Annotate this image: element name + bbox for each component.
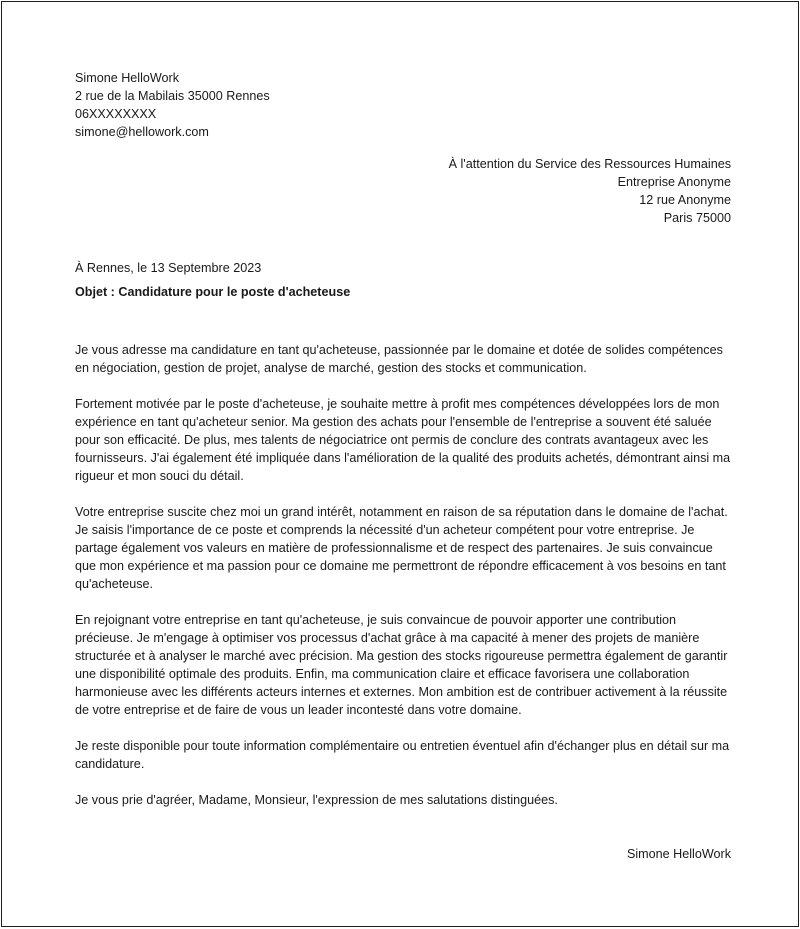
letter-page	[1, 1, 799, 927]
date-line: À Rennes, le 13 Septembre 2023	[75, 261, 262, 275]
sender-email: simone@hellowork.com	[75, 125, 209, 139]
recipient-attention: À l'attention du Service des Ressources Humaines	[448, 157, 731, 171]
recipient-street: 12 rue Anonyme	[639, 193, 731, 207]
subject-line: Objet : Candidature pour le poste d'acheteuse	[75, 285, 351, 299]
sender-address: 2 rue de la Mabilais 35000 Rennes	[75, 89, 270, 103]
body-paragraph: Votre entreprise suscite chez moi un grand intérêt, notamment en raison de sa réputation dans le domaine de l'achat. Je saisis l'importance de ce poste et comprends la nécessité d'un acheteur compétent pour votre entreprise. Je partage également vos valeurs en matière de professionnalisme et de respect des partenaires. Je suis convaincue que mon expérience et ma passion pour ce domaine me permettront de répondre efficacement à vos besoins en tant qu'acheteuse.	[75, 505, 728, 591]
recipient-city: Paris 75000	[663, 211, 731, 225]
signature: Simone HelloWork	[626, 847, 731, 861]
closing-paragraph: Je vous prie d'agréer, Madame, Monsieur, l'expression de mes salutations distinguées.	[75, 793, 558, 807]
letter-body	[75, 341, 731, 809]
recipient-block	[75, 155, 731, 227]
sender-name: Simone HelloWork	[75, 71, 180, 85]
letter-content	[75, 69, 731, 863]
sender-block	[75, 69, 731, 141]
body-paragraph: Fortement motivée par le poste d'acheteuse, je souhaite mettre à profit mes compétences développées lors de mon expérience en tant qu'acheteur senior. Ma gestion des achats pour l'ensemble de l'entreprise a souvent été saluée pour son efficacité. De plus, mes talents de négociatrice ont permis de conclure des contrats avantageux avec les fournisseurs. J'ai également été impliquée dans l'amélioration de la qualité des produits achetés, démontrant ainsi ma rigueur et mon souci du détail.	[75, 397, 731, 483]
body-paragraph: En rejoignant votre entreprise en tant qu'acheteuse, je suis convaincue de pouvoir apporter une contribution précieuse. Je m'engage à optimiser vos processus d'achat grâce à ma capacité à mener des projets de manière structurée et à analyser le marché avec précision. Ma gestion des stocks rigoureuse permettra également de garantir une disponibilité optimale des produits. Enfin, ma communication claire et efficace favorisera une collaboration harmonieuse avec les différents acteurs internes et externes. Mon ambition est de contribuer activement à la réussite de votre entreprise et de faire de vous un leader incontesté dans votre domaine.	[75, 613, 728, 717]
recipient-company: Entreprise Anonyme	[617, 175, 731, 189]
body-paragraph: Je reste disponible pour toute information complémentaire ou entretien éventuel afin d'échanger plus en détail sur ma candidature.	[75, 739, 730, 771]
body-paragraph: Je vous adresse ma candidature en tant qu'acheteuse, passionnée par le domaine et dotée de solides compétences en négociation, gestion de projet, analyse de marché, gestion des stocks et communication.	[75, 343, 723, 375]
sender-phone: 06XXXXXXXX	[75, 107, 157, 121]
